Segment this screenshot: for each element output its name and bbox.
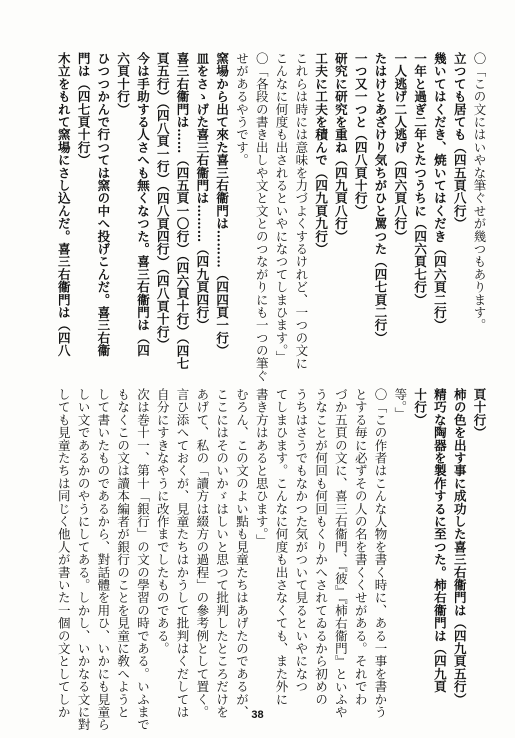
text-line: 〇「この作者はこんな人物を書く時に、ある一事を書かう: [373, 388, 389, 719]
text-line: てしまひます。こんなに何度も出さなくても、また外に: [274, 388, 290, 706]
text-line: 頁五行）（四八頁一行）（四八頁四行）（四八頁十行）: [155, 52, 171, 351]
text-line: 頁十行）: [472, 388, 487, 439]
text-line: もなくこの文は讀本編者が銀行のことを見童に敎へようと: [115, 388, 131, 719]
text-line: 十行）: [412, 388, 428, 427]
text-line: 皿をさゝげた喜三右衞門は………（四九頁四行）: [194, 52, 210, 332]
text-line: あげて、私の「讀方は綴方の過程」の參考例として置く。: [194, 388, 210, 719]
text-line: 〇「この文にはいやな筆ぐせが幾つもあります。: [472, 52, 487, 332]
text-line: 一つ又一つと（四八頁十行）: [353, 52, 369, 218]
page-number: 38: [251, 709, 264, 721]
text-line: 門は（四七頁十行）: [76, 52, 92, 167]
text-line: 精巧な陶器を製作するに至つた。柿右衞門は（四九頁: [432, 388, 448, 693]
text-line: しても見童たちは同じく他人が書いた一個の文としてしか: [56, 388, 72, 719]
upper-text-block: [19, 52, 489, 383]
text-line: たはけとあざけり気ちがひと罵つた（四七頁二行）: [373, 52, 389, 345]
text-line: むろん、この文のよい點も見童たちはあげたのであるが、: [234, 388, 250, 719]
text-line: こんなに何度も出されるといやになつてしまひます。」: [274, 52, 290, 364]
text-line: 次は巻十一、第十「銀行」の文の學習の時である。いふまで: [135, 388, 151, 731]
text-line: 研究に研究を重ね（四九頁八行）: [333, 52, 349, 243]
text-line: 今は手助する人さへも無くなつた。喜三右衞門は（四: [135, 52, 151, 357]
text-line: ひつつかんで行つては窯の中へ投げこんだ。喜三右衞: [95, 52, 111, 357]
text-line: 喜三右衞門は……（四五頁一〇行）（四六頁十行）（四七: [175, 52, 191, 370]
text-line: 自分にすきなやうに改作までしたものである。: [155, 388, 171, 655]
text-line: ここにはそのいかゞはしいと思つて批判したところだけを: [214, 388, 230, 719]
text-line: せがあるやうです。: [234, 52, 250, 167]
text-line: これらは時には意味を力づよくするけれど、一つの文に: [293, 52, 309, 370]
text-line: 六頁十行）: [115, 52, 131, 116]
text-line: 立つても居ても（四五頁八行）: [452, 52, 468, 230]
text-line: 言ひ添へておくが、見童たちはかうして批判はくだしては: [175, 388, 191, 719]
text-line: 幾いてはくだき、焼いてはくだき（四六頁二行）: [432, 52, 448, 332]
text-line: 窯場から出て來た喜三右衞門は………（四四頁一行）: [214, 52, 230, 357]
text-line: 等。」: [392, 388, 408, 420]
text-line: うちはさうでもなかつた気がついて見るといやになつ: [293, 388, 309, 693]
text-line: 〇「各段の書き出しや文と文とのつながりにも一つの筆ぐ: [254, 52, 270, 383]
text-line: とする毎に必ずその人の名を書くくせがある。それでわ: [353, 388, 369, 706]
text-line: 柿の色を出す事に成功した喜三右衞門は（四九頁五行）: [452, 388, 468, 706]
text-line: しい文であるかのやうにしてある。しかし、いかなる文に對: [76, 388, 92, 731]
text-line: づか五頁の文に、喜三右衞門、『彼』『柿右衞門』といふや: [333, 388, 349, 719]
text-line: して書いたものであるから、對話體を用ひ、いかにも見童ら: [95, 388, 111, 731]
text-line: 工夫に工夫を積んで（四九頁九行）: [313, 52, 329, 256]
text-line: 木立をもれて窯場にさし込んだ。喜三右衞門は（四八: [56, 52, 72, 357]
text-line: 書き方はあると思ひます。」: [254, 388, 270, 547]
text-line: 一人逃げ二人逃げ（四六頁八行）: [392, 52, 408, 243]
text-line: うなことが何回も何回もくりかへされてゐるから初めの: [313, 388, 329, 706]
text-line: 一年と過ぎ二年とたつうちに（四六頁七行）: [412, 52, 428, 306]
